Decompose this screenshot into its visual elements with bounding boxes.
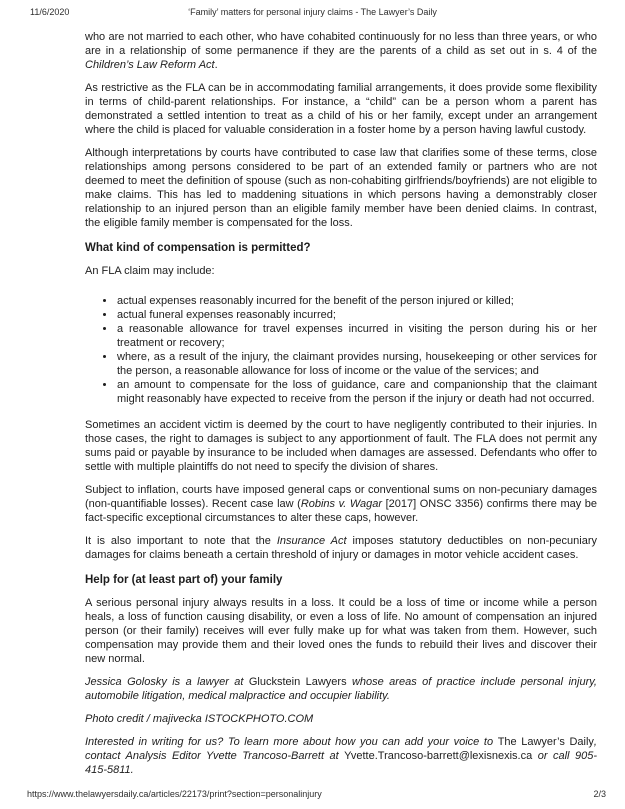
paragraph-fla-claim-intro: An FLA claim may include: (85, 265, 215, 277)
paragraph-text: It is also important to note that the (85, 535, 277, 547)
firm-name: Gluckstein Lawyers (248, 676, 347, 688)
paragraph-caps (85, 483, 597, 525)
photo-credit: Photo credit / majivecka ISTOCKPHOTO.COM (85, 713, 314, 725)
paragraph-text: who are not married to each other, who have cohabited continuously for no less than three years, or who are in a relationship of some permanence if they are the parents of a child as set out in s. 4 of the (85, 31, 597, 57)
print-footer (27, 789, 606, 799)
print-header (0, 7, 625, 19)
list-item: • a reasonable allowance for travel expenses incurred in visiting the person during his or her treatment or recovery; (116, 322, 597, 350)
fla-claim-list (85, 294, 597, 406)
page-title: ‘Family’ matters for personal injury claims - The Lawyer’s Daily (188, 7, 437, 17)
paragraph-text: Subject to inflation, courts have imposed general caps or conventional sums on non-pecuniary damages (non-quantifiable losses). Recent case law ( (85, 484, 597, 510)
paragraph-fla-flexibility: As restrictive as the FLA can be in accommodating familial arrangements, it does provide some flexibility in terms of child-parent relationships. For instance, a “child” can be a person whom a parent has demonstrated a settled intention to treat as a child of his or her family, except under an arrangement where the child is placed for valuable consideration in a foster home by a person having lawful custody. (85, 82, 597, 136)
cta-text: or call 905-415-5811. (85, 750, 597, 776)
list-item: • actual funeral expenses reasonably incurred; (116, 308, 597, 322)
paragraph-interpretations: Although interpretations by courts have contributed to case law that clarifies some of these terms, close relationships among persons considered to be part of an extended family or partners who are not deemed to meet the definition of spouse (such as non-cohabiting girlfriends/boyfriends) are not eligible to make claims. This has led to maddening situations in which persons having a demonstrably closer relationship to an injured person than an eligible family member have been denied claims. In contrast, the eligible family member is compensated for the loss. (85, 147, 597, 229)
list-item: • an amount to compensate for the loss of guidance, care and companionship that the claimant might reasonably have expected to receive from the person if the injury or death had not occurred. (116, 378, 597, 406)
cta-text: Interested in writing for us? To learn more about how you can add your voice to (85, 736, 498, 748)
list-item: • actual expenses reasonably incurred for the benefit of the person injured or killed; (116, 294, 597, 308)
page-indicator: 2/3 (593, 789, 606, 799)
call-to-action (85, 735, 597, 777)
act-name-children-law-reform: Children’s Law Reform Act (85, 59, 215, 71)
print-date: 11/6/2020 (30, 7, 70, 17)
publication-name: The Lawyer’s Daily (497, 736, 594, 748)
bio-text: Jessica Golosky is a lawyer at (85, 676, 249, 688)
act-name-insurance: Insurance Act (276, 535, 347, 547)
article-body (85, 30, 597, 786)
heading-compensation: What kind of compensation is permitted? (85, 242, 311, 254)
paragraph-insurance-act (85, 534, 597, 562)
heading-help-family: Help for (at least part of) your family (85, 574, 283, 586)
case-name-robins-v-wagar: Robins v. Wagar (300, 498, 383, 510)
paragraph-text: imposes statutory deductibles on non-pecuniary damages for claims beneath a certain threshold of injury or damages in motor vehicle accident cases. (85, 535, 597, 561)
bio-text: whose areas of practice include personal injury, automobile litigation, medical malpractice and occupier liability. (85, 676, 597, 702)
paragraph-serious-injury: A serious personal injury always results in a loss. It could be a loss of time or income while a person heals, a loss of function causing disability, or even a loss of life. No amount of compensation an injured person (or their family) receives will ever fully make up for what was taken from them. However, such compensation may provide them and their loved ones the funds to rebuild their lives and discover their new normal. (85, 597, 597, 665)
author-bio (85, 675, 597, 703)
list-item: • where, as a result of the injury, the claimant provides nursing, housekeeping or other services for the person, a reasonable allowance for loss of income or the value of the services; and (116, 350, 597, 378)
paragraph-text: . (214, 59, 218, 71)
paragraph-contributory-negligence: Sometimes an accident victim is deemed by the court to have negligently contributed to their injuries. In those cases, the right to damages is subject to any apportionment of fault. The FLA does not permit any sums paid or payable by insurance to be included when damages are assessed. Defendants who offer to settle with multiple plaintiffs do not need to specify the division of shares. (85, 419, 597, 473)
paragraph-cohabitation (85, 30, 597, 72)
editor-email: Yvette.Trancoso-barrett@lexisnexis.ca (344, 750, 533, 762)
cta-text: , contact Analysis Editor Yvette Trancoso-Barrett at (85, 736, 597, 762)
source-url: https://www.thelawyersdaily.ca/articles/22173/print?section=personalinjury (27, 789, 322, 799)
paragraph-text: [2017] ONSC 3356) confirms there may be fact-specific exceptional circumstances to alter these caps, however. (85, 498, 598, 524)
